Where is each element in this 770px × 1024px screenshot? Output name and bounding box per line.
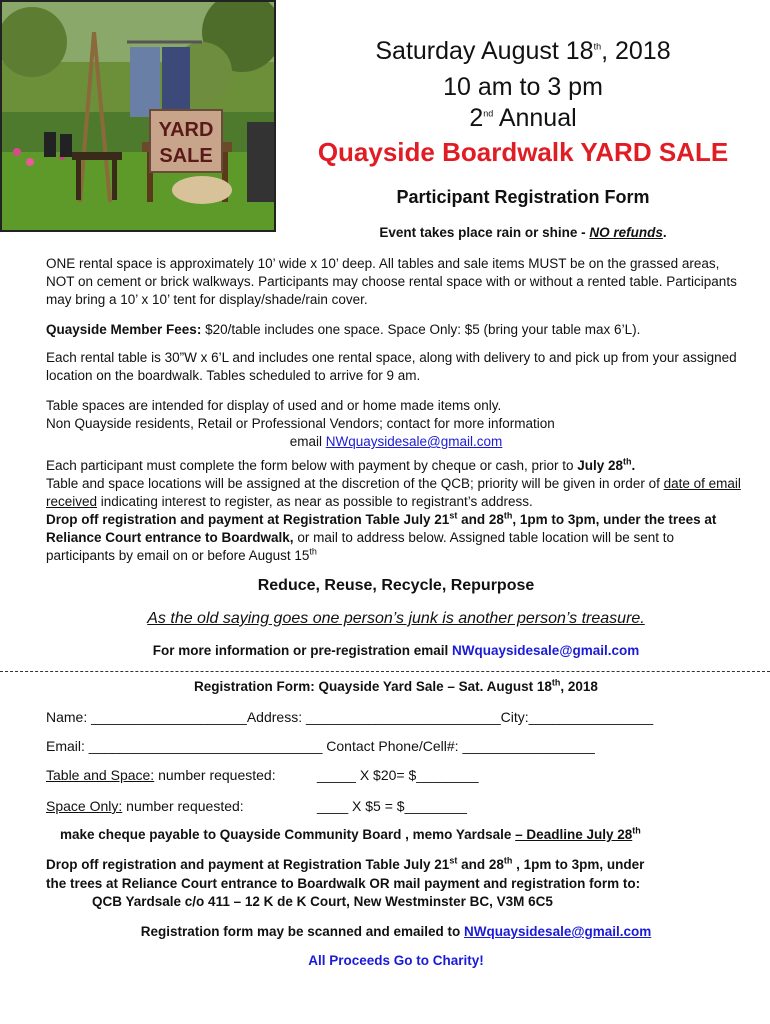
event-title: Quayside Boardwalk YARD SALE <box>317 137 729 167</box>
registration-form-title: Registration Form: Quayside Yard Sale – Sat. August 18th, 2018 <box>194 677 598 694</box>
cheque-instructions: make cheque payable to Quayside Community Board , memo Yardsale – Deadline July 28th <box>60 825 641 842</box>
slogan: Reduce, Reuse, Recycle, Repurpose <box>257 577 535 594</box>
email-line: email NWquaysidesale@gmail.com <box>289 434 503 449</box>
drop-off-line2: the trees at Reliance Court entrance to Boardwalk OR mail payment and registration form to: <box>46 876 641 891</box>
table-spaces-line: Table spaces are intended for display of used and or home made items only. <box>46 398 502 413</box>
yard-sale-illustration <box>2 2 276 232</box>
space-only-label: Space Only: number requested: <box>46 798 244 814</box>
event-date: Saturday August 18th, 2018 <box>375 37 671 65</box>
rental-table-paragraph: Each rental table is 30”W x 6’L and includes one rental space, along with delivery to and pick up from your assigned location on the boardwalk. Tables scheduled to arrive for 9 am. <box>46 350 737 383</box>
email-link[interactable]: NWquaysidesale@gmail.com <box>325 434 503 449</box>
drop-off-instructions: Drop off registration and payment at Registration Table July 21st and 28th , 1pm to 3pm, under <box>46 855 645 872</box>
participant-paragraph: Each participant must complete the form below with payment by cheque or cash, prior to July 28th. Table and space locations will be assigned at the discretion of the QCB; priority will be given in order of date of email received indicating interest to register, as near as possible to registrant’s address. Drop off registration and payment at Registration Table July 21st and 28th, 1pm to 3pm, under the trees at Reliance Court entrance to Boardwalk, or mail to address below. Assigned table location will be sent to participants by email on or before August 15th <box>46 456 741 563</box>
space-only-calc-field[interactable]: ____ X $5 = $________ <box>317 798 467 814</box>
email-phone-field[interactable]: Email: ______________________________ Contact Phone/Cell#: _________________ <box>46 738 595 754</box>
info-email-link[interactable]: NWquaysidesale@gmail.com <box>452 643 640 658</box>
no-refunds-text: NO refunds <box>589 225 663 240</box>
sign-text-sale: SALE <box>159 145 213 167</box>
name-address-city-field[interactable]: Name: ____________________Address: _________________________City:________________ <box>46 709 654 725</box>
rain-notice: Event takes place rain or shine - NO refunds. <box>379 225 667 240</box>
form-title: Participant Registration Form <box>396 187 650 207</box>
scan-email-link[interactable]: NWquaysidesale@gmail.com <box>464 924 652 939</box>
yard-sale-sign <box>150 110 222 172</box>
proceeds-line: All Proceeds Go to Charity! <box>308 953 484 968</box>
yard-sale-photo <box>0 0 276 232</box>
more-info-line: For more information or pre-registration email NWquaysidesale@gmail.com <box>152 643 640 658</box>
scan-email-line: Registration form may be scanned and emailed to NWquaysidesale@gmail.com <box>140 924 652 939</box>
member-fees-paragraph: Quayside Member Fees: $20/table includes one space. Space Only: $5 (bring your table max 6’L). <box>46 322 641 337</box>
vendors-line: Non Quayside residents, Retail or Professional Vendors; contact for more information <box>46 416 555 431</box>
sign-text-yard: YARD <box>158 119 214 141</box>
event-annual: 2nd Annual <box>469 104 577 132</box>
cut-line-divider <box>0 671 770 672</box>
table-space-calc-field[interactable]: _____ X $20= $________ <box>317 767 479 783</box>
table-space-label: Table and Space: number requested: <box>46 767 276 783</box>
event-time: 10 am to 3 pm <box>443 73 603 101</box>
rental-space-paragraph: ONE rental space is approximately 10’ wide x 10’ deep. All tables and sale items MUST be on the grassed areas, NOT on cement or brick walkways. Participants may choose rental space with or without a rented table. Participants may bring a 10’ x 10’ tent for display/shade/rain cover. <box>46 256 737 307</box>
mailing-address: QCB Yardsale c/o 411 – 12 K de K Court, New Westminster BC, V3M 6C5 <box>92 894 553 909</box>
saying: As the old saying goes one person’s junk is another person’s treasure. <box>147 610 645 627</box>
